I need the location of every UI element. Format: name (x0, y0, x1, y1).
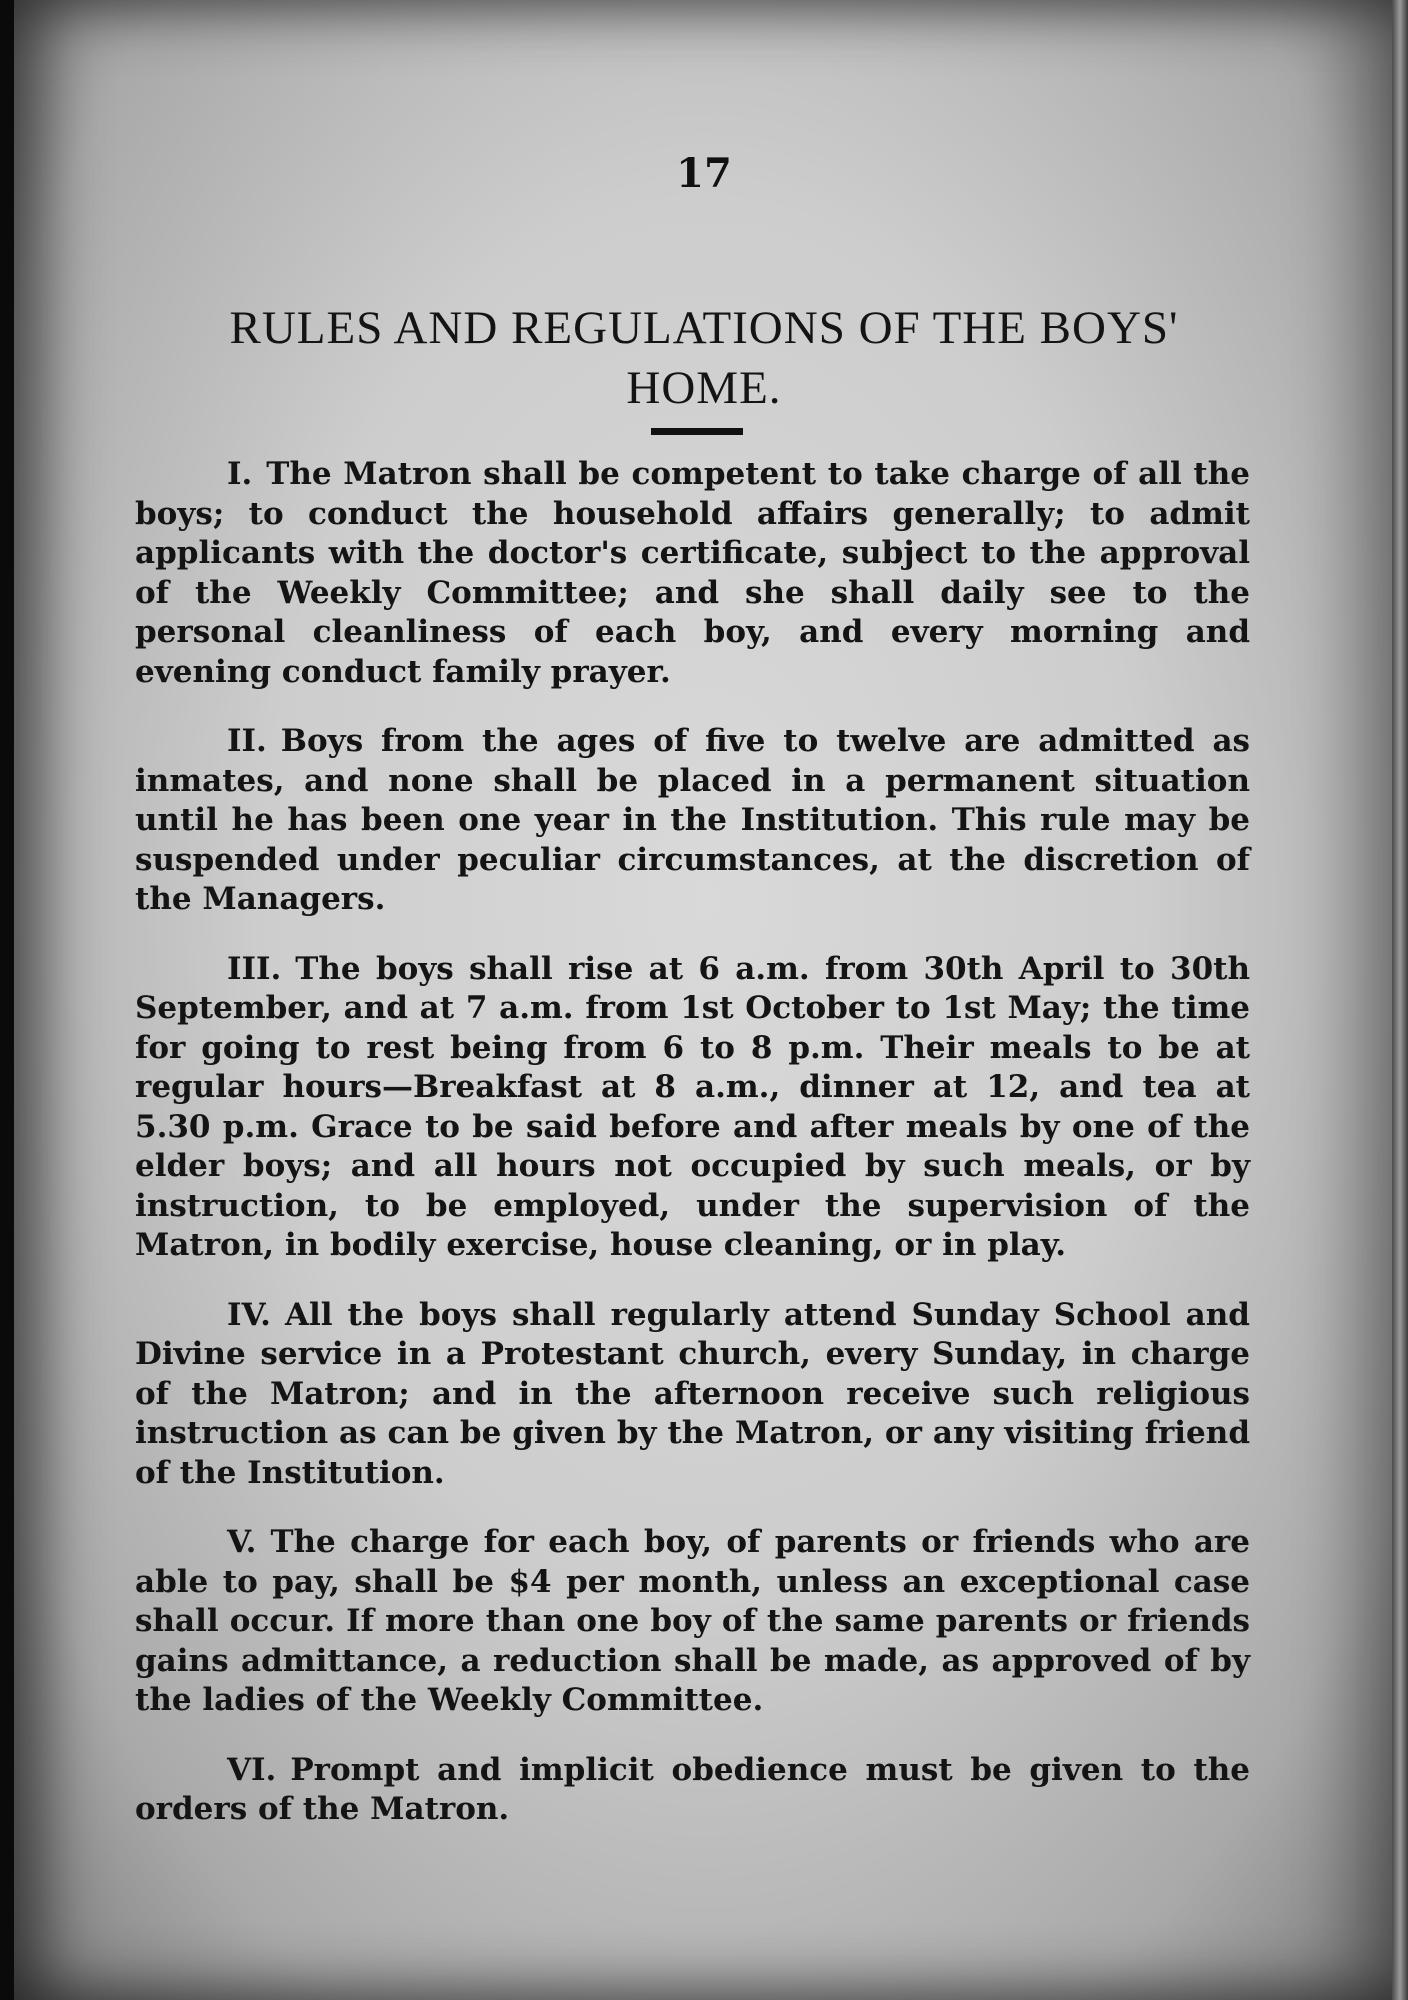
page-edge (1392, 0, 1408, 2000)
rule-paragraph (135, 1751, 1250, 1830)
rule-paragraph (135, 1523, 1250, 1721)
rule-text: The charge for each boy, of parents or friends who are able to pay, shall be $4 per month, unless an exceptional case shall occur. If more than one boy of the same parents or friends gains admittance, a reduction shall be made, as approved of by the ladies of the Weekly Committee. (135, 1524, 1250, 1718)
rule-numeral: VI. (227, 1751, 277, 1788)
rule-paragraph (135, 722, 1250, 920)
rule-text: All the boys shall regularly attend Sunday School and Divine service in a Protestant church, every Sunday, in charge of the Matron; and in the afternoon receive such religious instruction as can be given by the Matron, or any visiting friend of the Institution. (135, 1296, 1250, 1491)
rule-paragraph (135, 1296, 1250, 1494)
rule-paragraph (135, 950, 1250, 1266)
rule-text: The boys shall rise at 6 a.m. from 30th April to 30th September, and at 7 a.m. from 1st October to 1st May; the time for going to rest being from 6 to 8 p.m. Their meals to be at regular hours—Breakfast at 8 a.m., dinner at 12, and tea at 5.30 p.m. Grace to be said before and after meals by one of the elder boys; and all hours not occupied by such meals, or by instruction, to be employed, under the supervision of the Matron, in bodily exercise, house cleaning, or in play. (135, 950, 1250, 1263)
rule-numeral: I. (227, 456, 253, 492)
rule-numeral: II. (227, 723, 267, 759)
rule-numeral: IV. (227, 1296, 271, 1333)
document-title: RULES AND REGULATIONS OF THE BOYS' HOME. (229, 302, 1179, 414)
rule-text: Prompt and implicit obedience must be given to the orders of the Matron. (135, 1751, 1250, 1827)
rule-text: The Matron shall be competent to take charge of all the boys; to conduct the household affairs generally; to admit applicants with the doctor's certificate, subject to the approval of the Weekly Committee; and she shall daily see to the personal cleanliness of each boy, and every morning and evening conduct family prayer. (135, 456, 1250, 690)
rule-paragraph (135, 455, 1250, 692)
rules-list (135, 455, 1250, 1860)
rule-text: Boys from the ages of five to twelve are admitted as inmates, and none shall be placed in a permanent situation until he has been one year in the Institution. This rule may be suspended under peculiar circumstances, at the discretion of the Managers. (135, 723, 1250, 917)
rule-numeral: V. (227, 1524, 257, 1560)
title-divider (651, 428, 743, 435)
page-number: 17 (676, 150, 732, 197)
rule-numeral: III. (227, 950, 282, 987)
